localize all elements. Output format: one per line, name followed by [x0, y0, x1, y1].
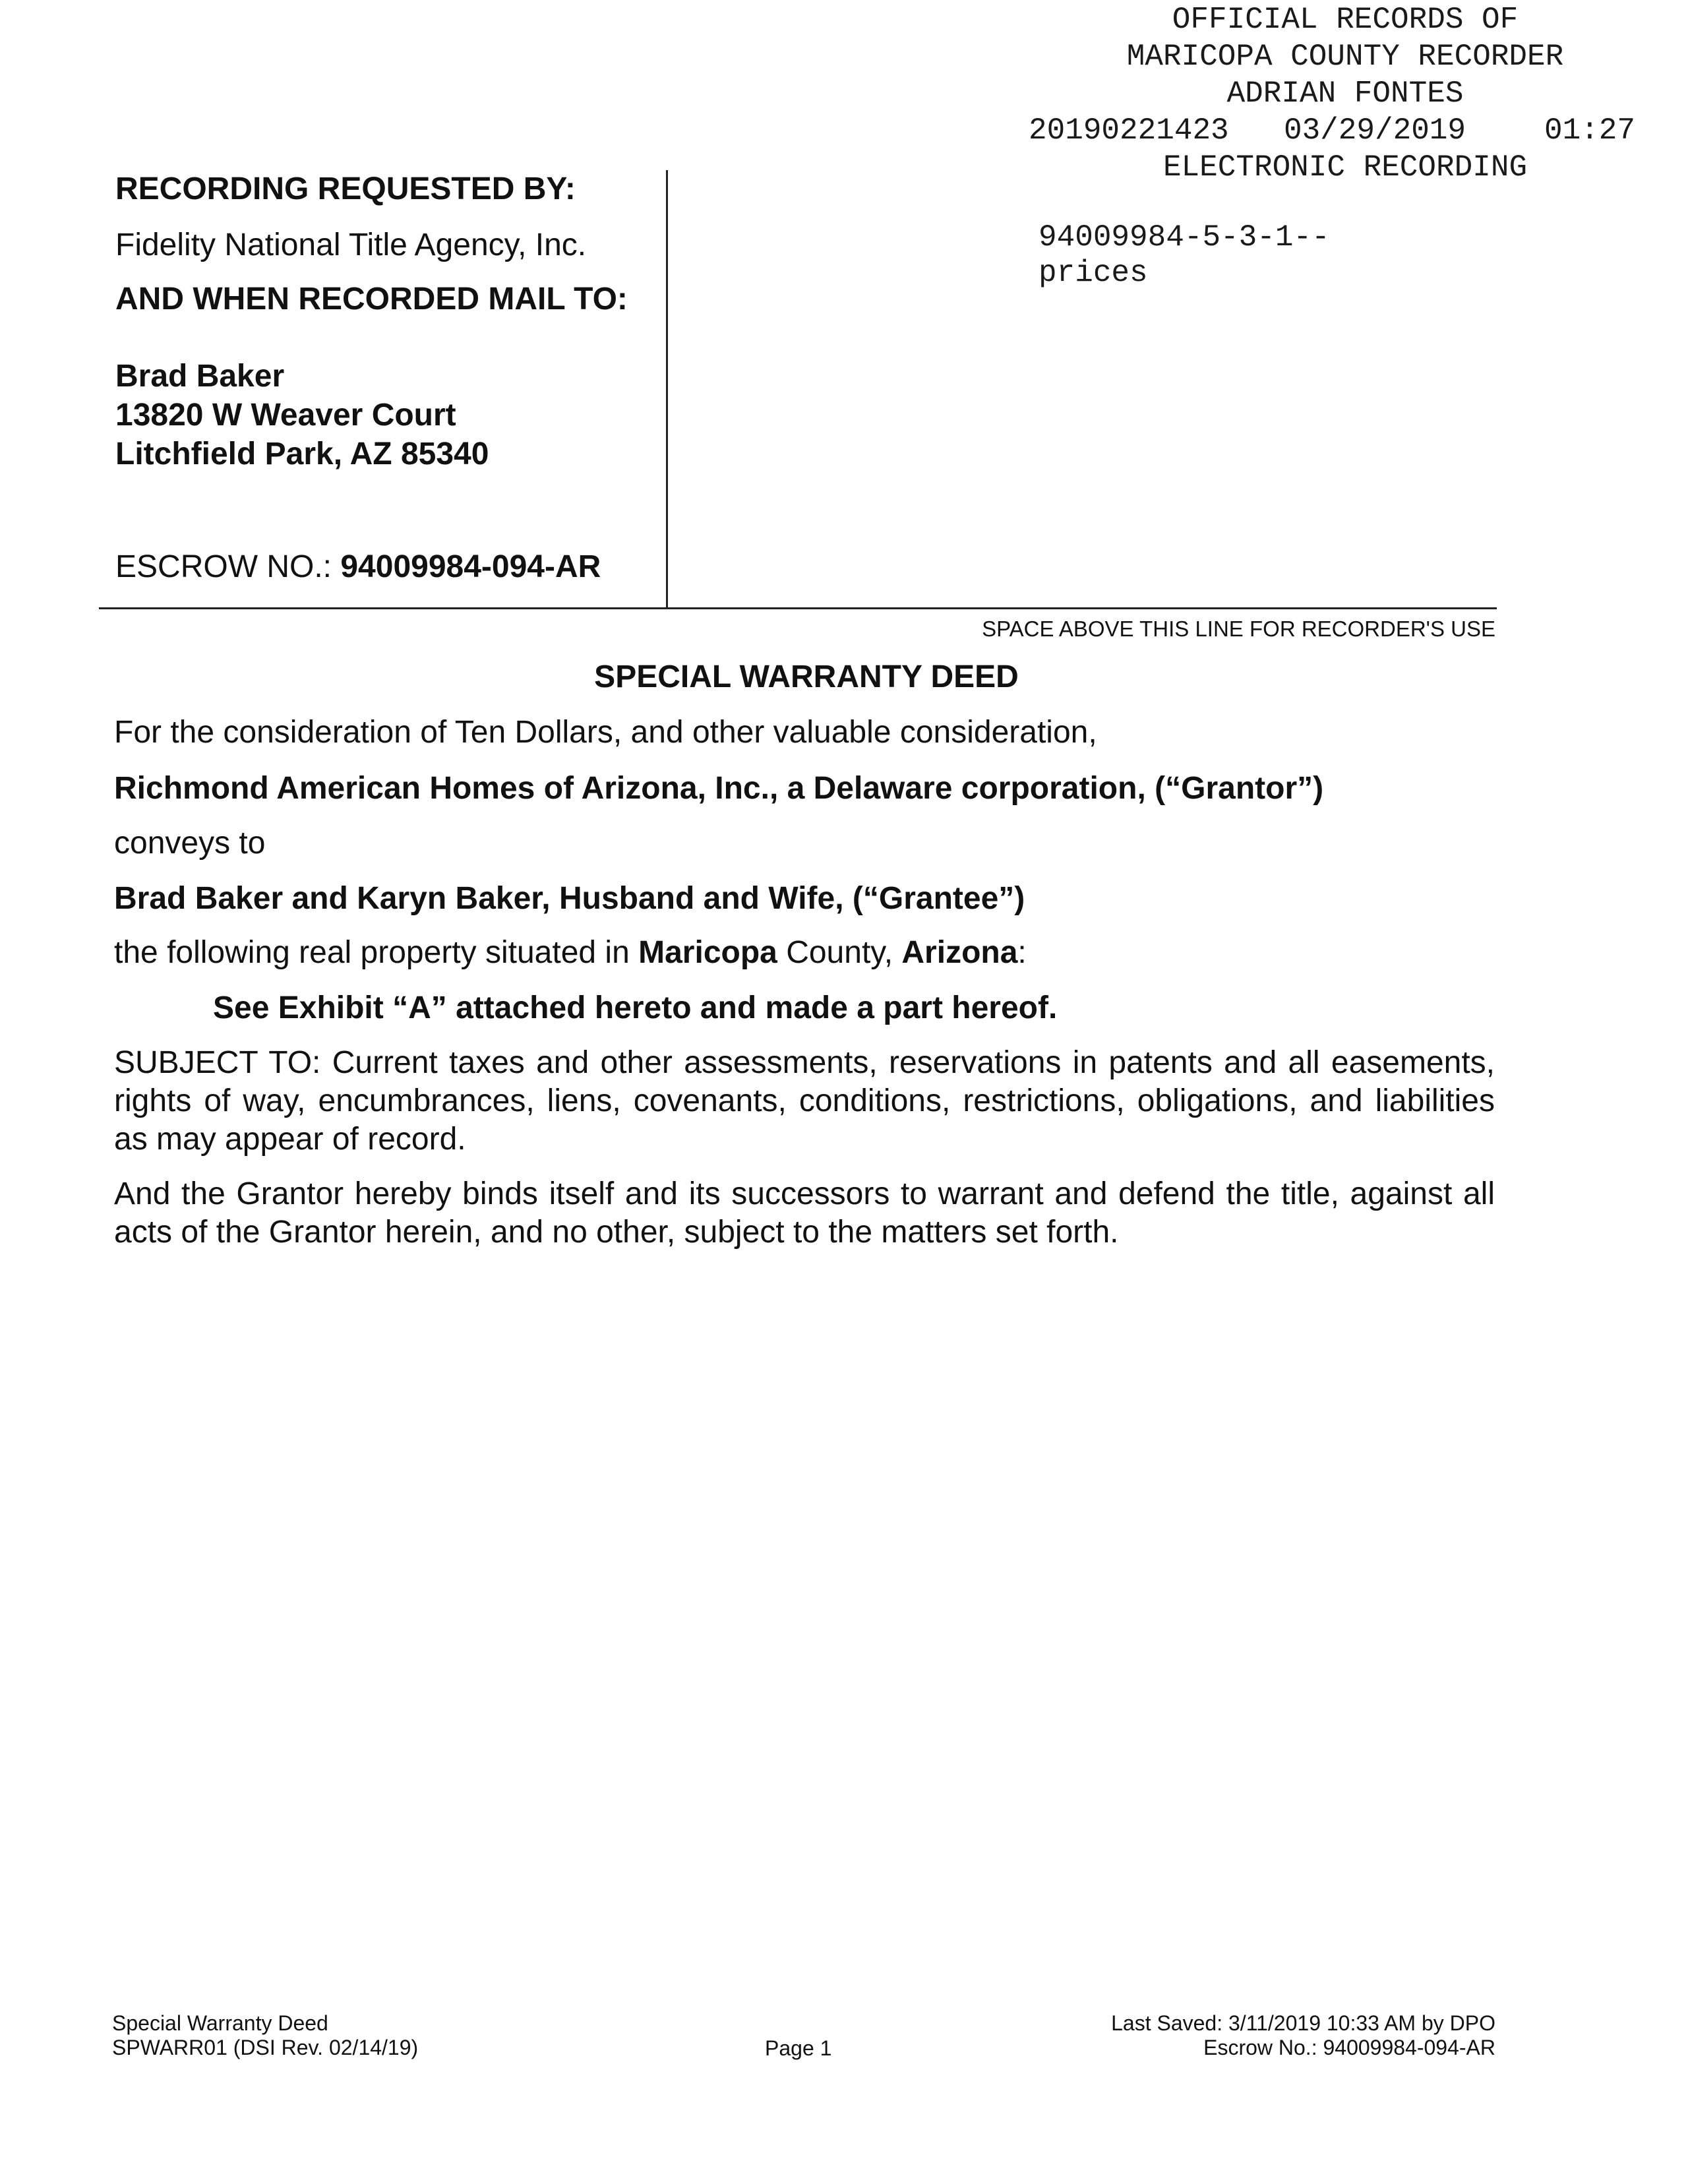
conveys-paragraph: conveys to: [114, 826, 266, 861]
requested-by-value: Fidelity National Title Agency, Inc.: [115, 228, 587, 262]
property-prefix: the following real property situated in: [114, 935, 639, 970]
property-state: Arizona: [901, 935, 1018, 970]
property-suffix: :: [1017, 935, 1027, 970]
footer-last-saved: Last Saved: 3/11/2019 10:33 AM by DPO: [1111, 2011, 1495, 2035]
stamp-recording-time: 01:27: [1544, 113, 1635, 148]
escrow-number-line: [115, 547, 656, 587]
mail-to-street: 13820 W Weaver Court: [115, 398, 456, 433]
stamp-recording-date: 03/29/2019: [1283, 113, 1466, 148]
stamp-line-official-records: OFFICIAL RECORDS OF: [1172, 3, 1519, 37]
stamp-line-electronic-recording: ELECTRONIC RECORDING: [1162, 150, 1528, 185]
property-county: Maricopa: [638, 935, 777, 970]
mail-to-city: Litchfield Park, AZ 85340: [115, 437, 489, 471]
escrow-number: 94009984-094-AR: [340, 549, 601, 584]
stamp-recording-number: 20190221423: [1029, 113, 1229, 148]
recording-box-divider: [666, 170, 668, 609]
footer-page-number: Page 1: [765, 2036, 832, 2060]
recorder-stamp: [1029, 1, 1662, 186]
stamp-reference-block: [1039, 220, 1330, 291]
grantee-paragraph: Brad Baker and Karyn Baker, Husband and Wife, (“Grantee”): [114, 881, 1025, 916]
footer-save-info: [1111, 2011, 1495, 2060]
subject-to-paragraph: SUBJECT TO: Current taxes and other assessments, reservations in patents and all easements, rights of way, encumbrances, liens, covenants, conditions, restrictions, obligations, and liabilities as may appear of record.: [114, 1045, 1495, 1157]
recorder-space-note: SPACE ABOVE THIS LINE FOR RECORDER'S USE: [982, 617, 1495, 641]
stamp-line-county-recorder: MARICOPA COUNTY RECORDER: [1126, 40, 1564, 74]
consideration-paragraph: For the consideration of Ten Dollars, and other valuable consideration,: [114, 715, 1097, 750]
mail-to-name: Brad Baker: [115, 359, 285, 394]
exhibit-reference: See Exhibit “A” attached hereto and made a part hereof.: [213, 990, 1058, 1025]
stamp-recording-line: [1029, 112, 1662, 149]
stamp-line-recorder-name: ADRIAN FONTES: [1226, 76, 1464, 111]
grantor-paragraph: Richmond American Homes of Arizona, Inc., a Delaware corporation, (“Grantor”): [114, 771, 1324, 806]
property-county-word: County,: [777, 935, 902, 970]
escrow-label: ESCROW NO.:: [115, 549, 332, 584]
property-paragraph: [114, 934, 1495, 972]
stamp-user: prices: [1039, 256, 1148, 290]
mail-to-label: AND WHEN RECORDED MAIL TO:: [115, 282, 628, 317]
footer-escrow-number: Escrow No.: 94009984-094-AR: [1203, 2036, 1495, 2059]
requested-by-label: RECORDING REQUESTED BY:: [115, 171, 576, 206]
warranty-paragraph: And the Grantor hereby binds itself and its successors to warrant and defend the title, against all acts of the Grantor herein, and no other, subject to the matters set forth.: [114, 1176, 1495, 1250]
footer-form-code: SPWARR01 (DSI Rev. 02/14/19): [112, 2036, 419, 2059]
stamp-reference: 94009984-5-3-1--: [1039, 220, 1330, 255]
footer-form-info: [112, 2011, 418, 2060]
footer-form-name: Special Warranty Deed: [112, 2011, 328, 2035]
recorder-space-line: [99, 607, 1497, 609]
deed-title: SPECIAL WARRANTY DEED: [594, 659, 1019, 694]
